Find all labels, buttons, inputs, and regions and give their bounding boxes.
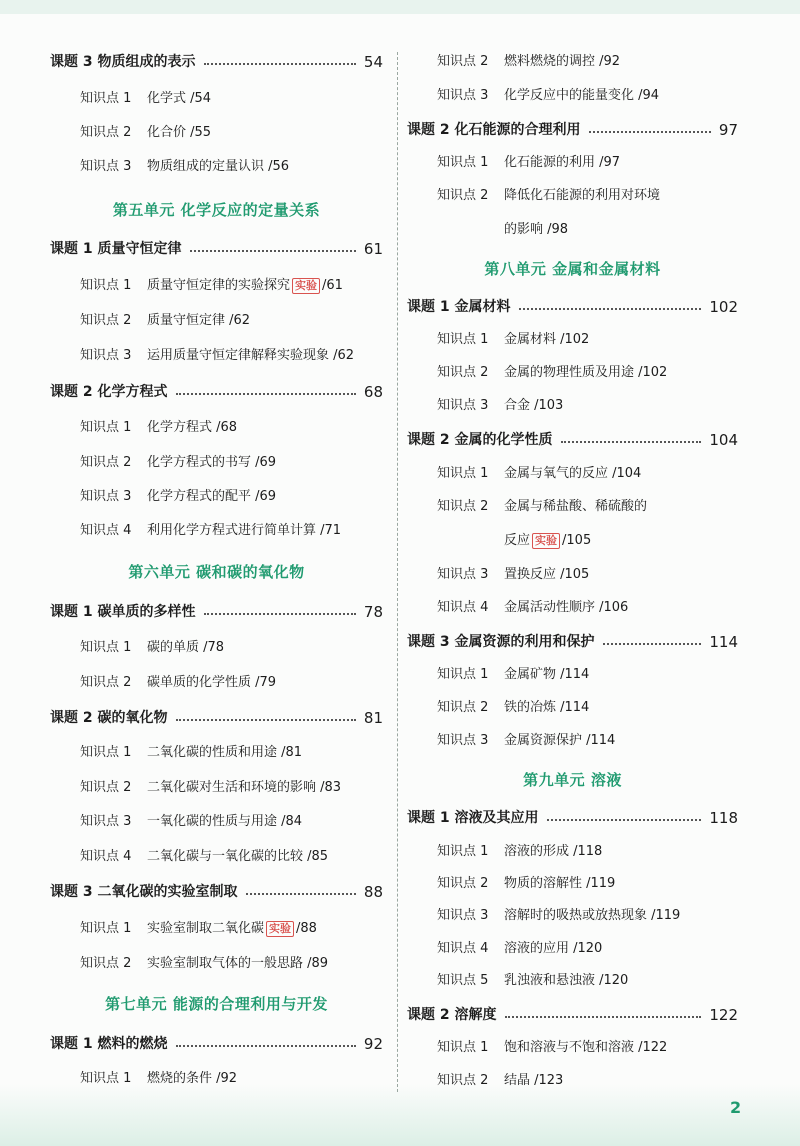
toc-lesson[interactable] bbox=[407, 1003, 738, 1027]
toc-point[interactable] bbox=[50, 636, 383, 660]
point-number: 知识点 1 bbox=[80, 921, 132, 936]
point-text: 金属活动性顺序 /106 bbox=[504, 600, 629, 615]
leader-dots bbox=[561, 441, 702, 443]
point-text: 化学方程式 /68 bbox=[147, 420, 238, 435]
point-number: 知识点 2 bbox=[80, 125, 132, 140]
lesson-title: 课题 1 碳单质的多样性 bbox=[50, 604, 196, 620]
toc-lesson[interactable] bbox=[50, 50, 383, 74]
point-text: 金属矿物 /114 bbox=[504, 667, 590, 682]
point-number: 知识点 1 bbox=[80, 420, 132, 435]
point-number: 知识点 2 bbox=[437, 188, 489, 203]
point-text: 降低化石能源的利用对环境 bbox=[504, 188, 661, 203]
toc-lesson[interactable] bbox=[407, 630, 738, 654]
point-text: 金属与氧气的反应 /104 bbox=[504, 466, 642, 481]
page-ref: 102 bbox=[709, 298, 738, 316]
leader-dots bbox=[589, 131, 711, 133]
unit-heading: 第六单元 碳和碳的氧化物 bbox=[128, 563, 305, 581]
leader-dots bbox=[519, 308, 702, 310]
toc-point[interactable] bbox=[407, 840, 738, 864]
point-text: 实验室制取气体的一般思路 /89 bbox=[147, 956, 329, 971]
point-text: 物质的溶解性 /119 bbox=[504, 876, 616, 891]
point-text: 金属与稀盐酸、稀硫酸的 bbox=[504, 499, 648, 514]
point-number: 知识点 2 bbox=[80, 956, 132, 971]
point-page: /105 bbox=[562, 533, 592, 548]
leader-dots bbox=[190, 250, 356, 252]
point-number: 知识点 3 bbox=[437, 398, 489, 413]
experiment-badge: 实验 bbox=[292, 278, 320, 294]
lesson-title: 课题 2 化石能源的合理利用 bbox=[407, 122, 581, 138]
leader-dots bbox=[603, 643, 702, 645]
point-text: 二氧化碳与一氧化碳的比较 /85 bbox=[147, 849, 329, 864]
toc-point[interactable] bbox=[50, 274, 383, 298]
point-text: 燃烧的条件 /92 bbox=[147, 1071, 238, 1086]
point-number: 知识点 1 bbox=[80, 745, 132, 760]
toc-lesson[interactable] bbox=[407, 806, 738, 830]
toc-point[interactable] bbox=[50, 87, 383, 111]
leader-dots bbox=[547, 819, 702, 821]
point-number: 知识点 4 bbox=[80, 523, 132, 538]
unit-heading: 第八单元 金属和金属材料 bbox=[484, 260, 661, 278]
page-ref: 92 bbox=[363, 1035, 383, 1053]
lesson-title: 课题 2 溶解度 bbox=[407, 1007, 497, 1023]
toc-point[interactable] bbox=[407, 184, 738, 208]
unit-heading: 第九单元 溶液 bbox=[523, 771, 622, 789]
lesson-title: 课题 1 溶液及其应用 bbox=[407, 810, 539, 826]
page-ref: 97 bbox=[718, 121, 738, 139]
toc-point[interactable] bbox=[407, 1036, 738, 1060]
point-number: 知识点 1 bbox=[437, 466, 489, 481]
toc-point[interactable] bbox=[407, 937, 738, 961]
unit-heading: 第五单元 化学反应的定量关系 bbox=[112, 201, 321, 219]
point-text: 燃料燃烧的调控 /92 bbox=[504, 54, 621, 69]
lesson-title: 课题 3 物质组成的表示 bbox=[50, 54, 196, 70]
toc-point[interactable] bbox=[50, 1067, 383, 1091]
point-text: 金属的物理性质及用途 /102 bbox=[504, 365, 668, 380]
point-text: 运用质量守恒定律解释实验现象 /62 bbox=[147, 348, 355, 363]
lesson-title: 课题 1 燃料的燃烧 bbox=[50, 1036, 168, 1052]
toc-point[interactable] bbox=[50, 451, 383, 475]
unit-heading: 第七单元 能源的合理利用与开发 bbox=[105, 995, 328, 1013]
point-number: 知识点 1 bbox=[437, 1040, 489, 1055]
point-page: /88 bbox=[296, 921, 317, 936]
point-text: 溶液的应用 /120 bbox=[504, 941, 603, 956]
toc-point[interactable] bbox=[407, 361, 738, 385]
toc-point[interactable] bbox=[50, 776, 383, 800]
point-number: 知识点 1 bbox=[80, 1071, 132, 1086]
point-number: 知识点 4 bbox=[437, 941, 489, 956]
toc-lesson[interactable] bbox=[407, 118, 738, 142]
point-number: 知识点 3 bbox=[437, 733, 489, 748]
point-text: 一氧化碳的性质与用途 /84 bbox=[147, 814, 303, 829]
point-text: 二氧化碳对生活和环境的影响 /83 bbox=[147, 780, 342, 795]
toc-point[interactable] bbox=[407, 596, 738, 620]
point-number: 知识点 2 bbox=[437, 1073, 489, 1088]
point-number: 知识点 1 bbox=[437, 332, 489, 347]
toc-point[interactable] bbox=[50, 917, 383, 941]
toc-point[interactable] bbox=[407, 663, 738, 687]
page-ref: 68 bbox=[363, 383, 383, 401]
point-text: 化学方程式的配平 /69 bbox=[147, 489, 277, 504]
toc-lesson[interactable] bbox=[407, 295, 738, 319]
point-text: 化学方程式的书写 /69 bbox=[147, 455, 277, 470]
top-decor-strip bbox=[0, 0, 800, 14]
point-text: 溶液的形成 /118 bbox=[504, 844, 603, 859]
lesson-title: 课题 3 二氧化碳的实验室制取 bbox=[50, 884, 238, 900]
point-text: 质量守恒定律的实验探究 bbox=[147, 278, 291, 293]
page-ref: 88 bbox=[363, 883, 383, 901]
page-ref: 78 bbox=[363, 603, 383, 621]
point-page: /61 bbox=[322, 278, 343, 293]
toc-point[interactable] bbox=[50, 344, 383, 368]
point-number: 知识点 2 bbox=[437, 365, 489, 380]
toc-lesson[interactable] bbox=[50, 706, 383, 730]
point-number: 知识点 1 bbox=[80, 640, 132, 655]
point-number: 知识点 3 bbox=[80, 348, 132, 363]
point-text: 的影响 /98 bbox=[504, 222, 569, 237]
point-number: 知识点 2 bbox=[80, 455, 132, 470]
toc-point[interactable] bbox=[407, 969, 738, 993]
page-number: 2 bbox=[730, 1098, 742, 1117]
toc-point[interactable] bbox=[407, 1069, 738, 1093]
page-ref: 81 bbox=[363, 709, 383, 727]
point-number: 知识点 1 bbox=[437, 667, 489, 682]
point-text: 碳的单质 /78 bbox=[147, 640, 225, 655]
page-ref: 104 bbox=[709, 431, 738, 449]
point-text: 金属材料 /102 bbox=[504, 332, 590, 347]
toc-lesson[interactable] bbox=[50, 380, 383, 404]
point-number: 知识点 1 bbox=[80, 278, 132, 293]
toc-point[interactable] bbox=[50, 121, 383, 145]
toc-point[interactable] bbox=[50, 741, 383, 765]
point-text: 二氧化碳的性质和用途 /81 bbox=[147, 745, 303, 760]
leader-dots bbox=[176, 719, 356, 721]
toc-point[interactable] bbox=[407, 495, 738, 519]
toc-point-continued[interactable] bbox=[407, 218, 738, 242]
leader-dots bbox=[176, 393, 356, 395]
toc-point[interactable] bbox=[50, 485, 383, 509]
toc-point[interactable] bbox=[50, 416, 383, 440]
page-ref: 61 bbox=[363, 240, 383, 258]
point-number: 知识点 1 bbox=[437, 155, 489, 170]
leader-dots bbox=[204, 613, 356, 615]
bottom-decor-strip bbox=[0, 1084, 800, 1146]
toc-point[interactable] bbox=[407, 696, 738, 720]
leader-dots bbox=[204, 63, 356, 65]
toc-point[interactable] bbox=[50, 810, 383, 834]
page-ref: 114 bbox=[709, 633, 738, 651]
toc-point-continued[interactable] bbox=[407, 529, 738, 553]
point-number: 知识点 3 bbox=[437, 88, 489, 103]
point-text: 碳单质的化学性质 /79 bbox=[147, 675, 277, 690]
point-text: 实验室制取二氧化碳 bbox=[147, 921, 265, 936]
lesson-title: 课题 1 金属材料 bbox=[407, 299, 511, 315]
point-number: 知识点 2 bbox=[80, 780, 132, 795]
experiment-badge: 实验 bbox=[532, 533, 560, 549]
leader-dots bbox=[176, 1045, 356, 1047]
toc-point[interactable] bbox=[407, 84, 738, 108]
toc-lesson[interactable] bbox=[407, 428, 738, 452]
toc-point[interactable] bbox=[407, 328, 738, 352]
toc-point[interactable] bbox=[407, 50, 738, 74]
point-text: 物质组成的定量认识 /56 bbox=[147, 159, 290, 174]
point-text: 乳浊液和悬浊液 /120 bbox=[504, 973, 629, 988]
toc-point[interactable] bbox=[407, 462, 738, 486]
point-text: 反应 bbox=[504, 533, 531, 548]
lesson-title: 课题 3 金属资源的利用和保护 bbox=[407, 634, 595, 650]
point-text: 结晶 /123 bbox=[504, 1073, 564, 1088]
toc-point[interactable] bbox=[407, 729, 738, 753]
point-number: 知识点 2 bbox=[437, 54, 489, 69]
lesson-title: 课题 1 质量守恒定律 bbox=[50, 241, 182, 257]
page-ref: 118 bbox=[709, 809, 738, 827]
lesson-title: 课题 2 碳的氧化物 bbox=[50, 710, 168, 726]
toc-point[interactable] bbox=[407, 872, 738, 896]
toc-point[interactable] bbox=[407, 904, 738, 928]
point-number: 知识点 3 bbox=[437, 567, 489, 582]
point-text: 质量守恒定律 /62 bbox=[147, 313, 251, 328]
point-text: 合金 /103 bbox=[504, 398, 564, 413]
toc-lesson[interactable] bbox=[50, 600, 383, 624]
toc-lesson[interactable] bbox=[50, 880, 383, 904]
column-divider bbox=[397, 52, 398, 1092]
experiment-badge: 实验 bbox=[266, 921, 294, 937]
point-text: 溶解时的吸热或放热现象 /119 bbox=[504, 908, 681, 923]
point-number: 知识点 3 bbox=[437, 908, 489, 923]
point-number: 知识点 1 bbox=[437, 844, 489, 859]
lesson-title: 课题 2 化学方程式 bbox=[50, 384, 168, 400]
leader-dots bbox=[246, 893, 356, 895]
leader-dots bbox=[505, 1016, 702, 1018]
toc-lesson[interactable] bbox=[50, 237, 383, 261]
point-number: 知识点 3 bbox=[80, 489, 132, 504]
toc-lesson[interactable] bbox=[50, 1032, 383, 1056]
toc-point[interactable] bbox=[50, 309, 383, 333]
point-text: 置换反应 /105 bbox=[504, 567, 590, 582]
point-text: 化学反应中的能量变化 /94 bbox=[504, 88, 660, 103]
point-text: 化合价 /55 bbox=[147, 125, 212, 140]
toc-point[interactable] bbox=[50, 671, 383, 695]
page-ref: 54 bbox=[363, 53, 383, 71]
point-text: 金属资源保护 /114 bbox=[504, 733, 616, 748]
toc-point[interactable] bbox=[50, 519, 383, 543]
toc-point[interactable] bbox=[50, 155, 383, 179]
point-number: 知识点 2 bbox=[80, 313, 132, 328]
lesson-title: 课题 2 金属的化学性质 bbox=[407, 432, 553, 448]
toc-point[interactable] bbox=[50, 952, 383, 976]
point-text: 铁的冶炼 /114 bbox=[504, 700, 590, 715]
point-number: 知识点 4 bbox=[80, 849, 132, 864]
point-text: 化石能源的利用 /97 bbox=[504, 155, 621, 170]
toc-point[interactable] bbox=[407, 151, 738, 175]
point-number: 知识点 5 bbox=[437, 973, 489, 988]
point-number: 知识点 2 bbox=[437, 499, 489, 514]
point-text: 饱和溶液与不饱和溶液 /122 bbox=[504, 1040, 668, 1055]
point-number: 知识点 3 bbox=[80, 159, 132, 174]
point-text: 利用化学方程式进行简单计算 /71 bbox=[147, 523, 342, 538]
point-text: 化学式 /54 bbox=[147, 91, 212, 106]
point-number: 知识点 3 bbox=[80, 814, 132, 829]
toc-point[interactable] bbox=[407, 394, 738, 418]
point-number: 知识点 2 bbox=[437, 876, 489, 891]
page-ref: 122 bbox=[709, 1006, 738, 1024]
point-number: 知识点 4 bbox=[437, 600, 489, 615]
point-number: 知识点 2 bbox=[437, 700, 489, 715]
toc-point[interactable] bbox=[407, 563, 738, 587]
point-number: 知识点 2 bbox=[80, 675, 132, 690]
toc-point[interactable] bbox=[50, 845, 383, 869]
point-number: 知识点 1 bbox=[80, 91, 132, 106]
